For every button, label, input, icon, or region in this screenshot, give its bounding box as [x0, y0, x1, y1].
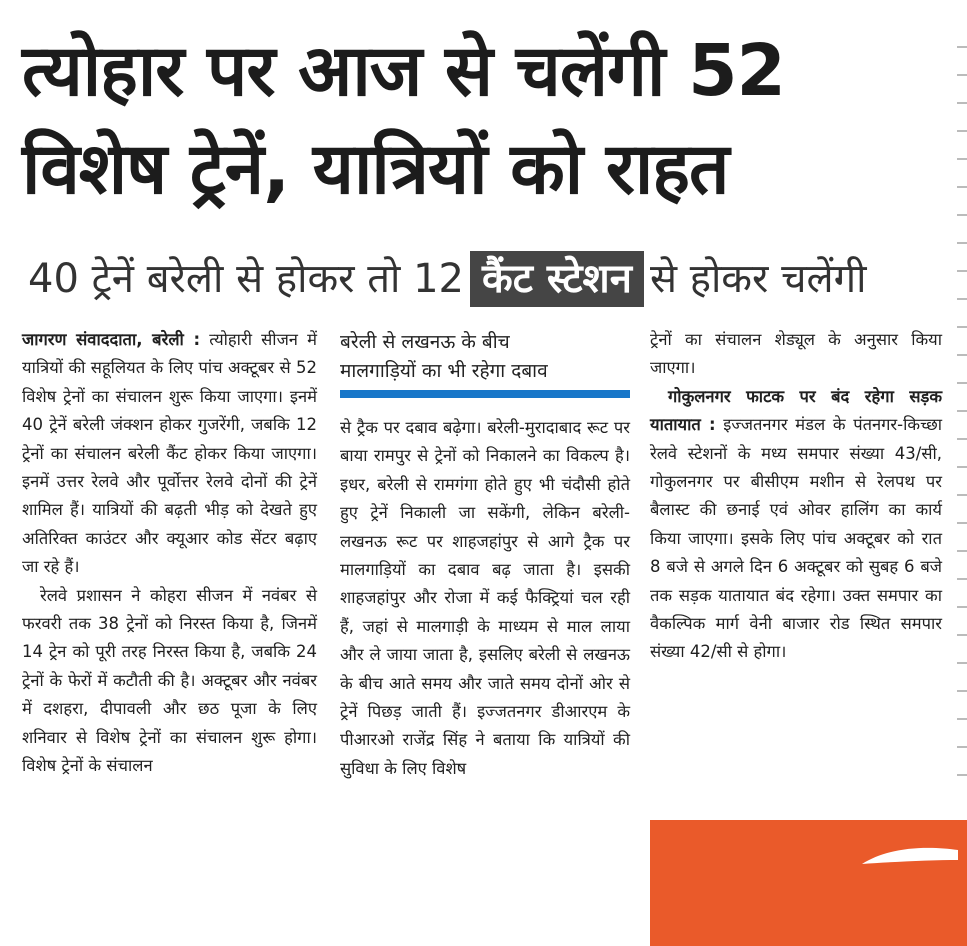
column-3-paragraph-1: ट्रेनों का संचालन शेड्यूल के अनुसार किया जाएगा। — [650, 330, 942, 378]
byline: जागरण संवाददाता, बरेली : — [22, 330, 201, 349]
box-heading-line-1: बरेली से लखनऊ के बीच — [340, 331, 510, 353]
article-column-1 — [22, 326, 317, 781]
column-3-text-2: इज्जतनगर मंडल के पंतनगर-किच्छा रेलवे स्टेशनों के मध्य समपार संख्या 43/सी, गोकुलनगर पर बीसीएम मशीन से रेलपथ पर बैलास्ट की छनाई एवं ओवर हालिंग का कार्य किया जाएगा। इसके लिए पांच अक्टूबर को रात 8 बजे से अगले दिन 6 अक्टूबर को सुबह 6 बजे तक सड़क यातायात बंद रहेगा। उक्त समपार का वैकल्पिक मार्ग वेनी बाजार रोड स्थित समपार संख्या 42/सी से होगा। — [650, 415, 942, 662]
subhead-after: से होकर चलेंगी — [649, 256, 867, 302]
article-column-2 — [340, 328, 630, 783]
subhead-highlight: कैंट स्टेशन — [470, 251, 644, 307]
page-edge-rule — [957, 20, 967, 800]
box-heading-line-2: मालगाड़ियों का भी रहेगा दबाव — [340, 360, 548, 382]
headline — [22, 22, 947, 218]
column-1-paragraph-1 — [22, 326, 317, 582]
headline-line-2: विशेष ट्रेनें, यात्रियों को राहत — [22, 127, 729, 210]
ad-swoosh-shape — [650, 820, 967, 946]
article-column-3 — [650, 326, 942, 667]
subhead-before: 40 ट्रेनें बरेली से होकर तो 12 — [28, 256, 465, 302]
column-1-paragraph-2: रेलवे प्रशासन ने कोहरा सीजन में नवंबर से फरवरी तक 38 ट्रेनों को निरस्त किया है, जिनमें 14 ट्रेन को पूरी तरह निरस्त किया है, जबकि 24 ट्रेनों के फेरों में कटौती की है। अक्टूबर और नवंबर में दशहरा, दीपावली और छठ पूजा के लिए शनिवार से विशेष ट्रेनों का संचालन शुरू होगा। विशेष ट्रेनों के संचालन — [22, 585, 317, 776]
column-2-paragraph: से ट्रैक पर दबाव बढ़ेगा। बरेली-मुरादाबाद रूट पर बाया रामपुर से ट्रेनों को निकालने का विकल्प है। इधर, बरेली से रामगंगा होते हुए भी चंदौसी होते हुए ट्रेनें निकाली जा सकेंगी, लेकिन बरेली-लखनऊ रूट पर शाहजहांपुर से आगे ट्रैक पर मालगाड़ियों का दबाव बढ़ जाता है। इसकी शाहजहांपुर और रोजा में कई फैक्ट्रियां चल रही हैं, जहां से मालगाड़ी के माध्यम से माल लाया और ले जाया जाता है, इसलिए बरेली से लखनऊ के बीच आते समय और जाते समय दोनों ओर से ट्रेनें पिछड़ जाती हैं। इज्जतनगर डीआरएम के पीआरओ राजेंद्र सिंह ने बताया कि यात्रियों की सुविधा के लिए विशेष — [340, 418, 630, 778]
column-3-subheading: गोकुलनगर फाटक पर बंद रहेगा सड़क यातायात : — [650, 386, 942, 435]
advertisement-block — [650, 820, 967, 946]
column-3-paragraph-2 — [650, 383, 942, 667]
column-1-text-1: त्योहारी सीजन में यात्रियों की सहूलियत के लिए पांच अक्टूबर से 52 विशेष ट्रेनों का संचालन शुरू किया जाएगा। इनमें 40 ट्रेनें बरेली जंक्शन होकर गुजरेंगी, जबकि 12 ट्रेनों का संचालन बरेली कैंट होकर किया जाएगा। इनमें उत्तर रेलवे और पूर्वोत्तर रेलवे दोनों की ट्रेनें शामिल हैं। यात्रियों की बढ़ती भीड़ को देखते हुए अतिरिक्त काउंटर और क्यूआर कोड सेंटर बढ़ाए जा रहे हैं। — [22, 330, 318, 577]
headline-line-1: त्योहार पर आज से चलेंगी 52 — [22, 29, 785, 112]
box-heading — [340, 328, 630, 398]
subheadline — [28, 250, 948, 308]
